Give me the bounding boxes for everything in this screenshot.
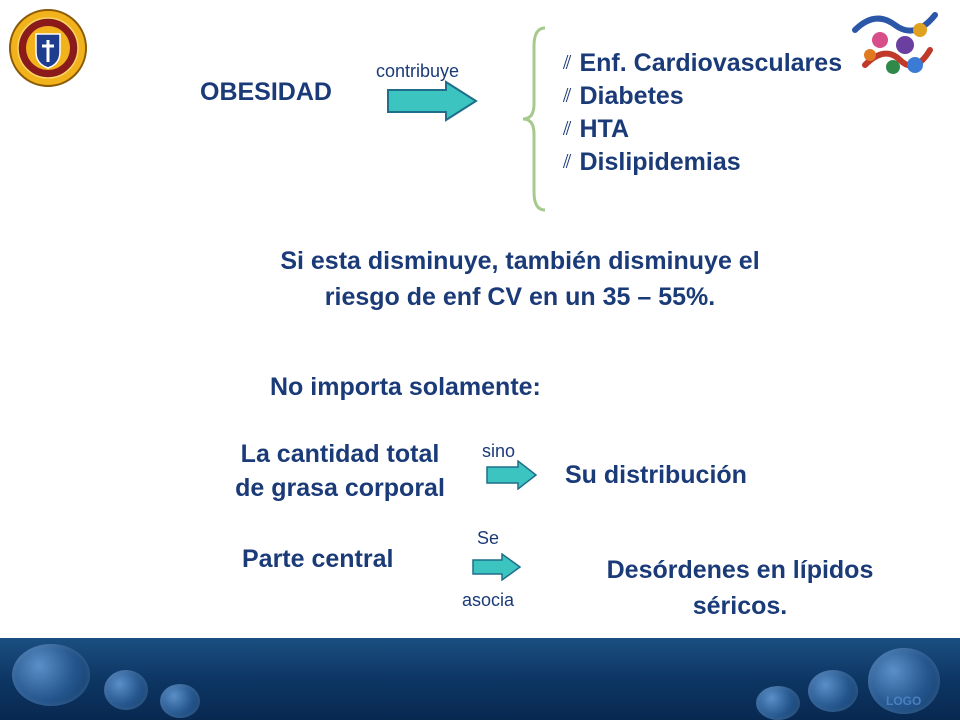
importance-heading: No importa solamente: bbox=[270, 373, 541, 401]
decorative-bubble bbox=[756, 686, 800, 720]
obesity-label: OBESIDAD bbox=[200, 78, 332, 106]
bullet-icon: ⫽ bbox=[563, 152, 572, 173]
footer-logo-text: LOGO bbox=[886, 694, 922, 708]
list-item bbox=[563, 146, 842, 179]
arrow-contribuye-label: contribuye bbox=[376, 61, 460, 81]
decorative-bubble bbox=[160, 684, 200, 718]
label-line: de grasa corporal bbox=[235, 474, 445, 502]
lipid-disorders-label bbox=[570, 552, 910, 624]
risk-statement bbox=[180, 243, 860, 315]
list-item bbox=[563, 47, 842, 80]
condition-label: Diabetes bbox=[579, 82, 684, 110]
statement-line: Si esta disminuye, también disminuye el bbox=[280, 247, 760, 275]
statement-line: riesgo de enf CV en un 35 – 55%. bbox=[324, 283, 716, 311]
right-arrow-icon bbox=[386, 80, 478, 122]
right-arrow-icon bbox=[486, 460, 538, 490]
university-seal-logo bbox=[8, 8, 88, 88]
bullet-icon: ⫽ bbox=[563, 53, 572, 74]
condition-label: HTA bbox=[579, 115, 630, 143]
distribution-label: Su distribución bbox=[565, 461, 747, 489]
decorative-bubble bbox=[104, 670, 148, 710]
condition-label: Dislipidemias bbox=[579, 148, 741, 176]
molecule-logo-art bbox=[845, 5, 945, 85]
condition-label: Enf. Cardiovasculares bbox=[579, 49, 843, 77]
decorative-bubble bbox=[12, 644, 90, 706]
list-item bbox=[563, 113, 842, 146]
curly-brace-icon bbox=[520, 26, 550, 212]
conditions-list bbox=[563, 47, 842, 179]
arrow-se-label: Se bbox=[477, 528, 500, 548]
label-line: Desórdenes en lípidos bbox=[606, 556, 874, 584]
arrow-asocia-label: asocia bbox=[462, 590, 515, 610]
right-arrow-icon bbox=[472, 553, 522, 581]
total-fat-label bbox=[205, 437, 475, 505]
list-item bbox=[563, 80, 842, 113]
arrow-sino-label: sino bbox=[482, 441, 516, 461]
decorative-bubble bbox=[808, 670, 858, 712]
bullet-icon: ⫽ bbox=[563, 86, 572, 107]
label-line: séricos. bbox=[692, 592, 788, 620]
label-line: La cantidad total bbox=[240, 440, 440, 468]
central-part-label: Parte central bbox=[242, 545, 394, 573]
bullet-icon: ⫽ bbox=[563, 119, 572, 140]
footer-band bbox=[0, 638, 960, 720]
